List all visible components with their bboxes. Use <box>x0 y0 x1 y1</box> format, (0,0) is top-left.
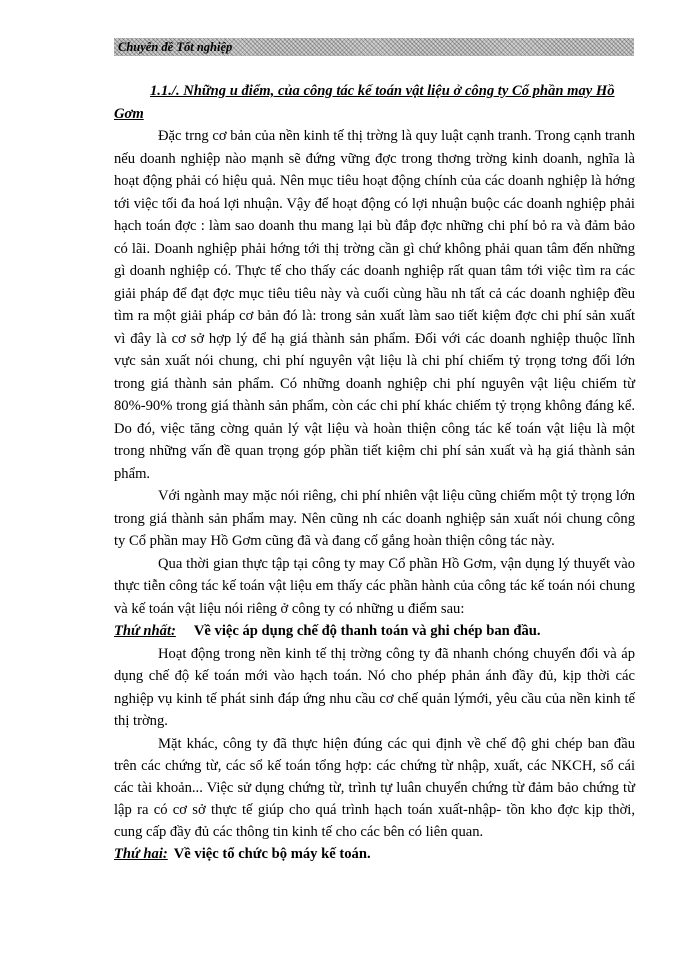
subhead-second-text: Về việc tổ chức bộ máy kế toán. <box>173 845 371 862</box>
subhead-first <box>114 620 635 643</box>
paragraph-5: Mặt khác, công ty đã thực hiện đúng các qui định về chế độ ghi chép ban đầu trên các chứng từ, các sổ kế toán tổng hợp: các chứng từ nhập, xuất, các NKCH, sổ cái các tài khoản... Việc sử dụng chứng từ, trình tự luân chuyển chứng từ đảm bảo chứng từ lập ra có cơ sở thực tế giúp cho quá trình hạch toán xuất-nhập- tồn kho đợc kịp thời, cung cấp đầy đủ các thông tin kinh tế cho các bên có liên quan. <box>114 735 635 840</box>
subhead-first-text: Về việc áp dụng chế độ thanh toán và ghi chép ban đầu. <box>193 623 541 639</box>
paragraph-3: Qua thời gian thực tập tại công ty may Cổ phần Hồ Gơm, vận dụng lý thuyết vào thực tiễn công tác kế toán vật liệu em thấy các phần hành của công tác kế toán nói chung và kế toán vật liệu nói riêng ở công ty có những u điểm sau: <box>114 555 635 617</box>
paragraph-2: Với ngành may mặc nói riêng, chi phí nhiên vật liệu cũng chiếm một tỷ trọng lớn trong giá thành sản phẩm may. Nên cũng nh các doanh nghiệp sản xuất nói chung công ty Cổ phần may Hồ Gơm cũng đã và đang cố gắng hoàn thiện công tác này. <box>114 488 635 549</box>
subhead-first-label: Thứ nhất: <box>114 623 176 639</box>
paragraph-4: Hoạt động trong nền kinh tế thị trờng công ty đã nhanh chóng chuyển đổi và áp dụng chế độ kế toán mới vào hạch toán. Nó cho phép phản ánh đầy đủ, kịp thời các nghiệp vụ kinh tế phát sinh đáp ứng nhu cầu cơ chế quản lýmới, yêu cầu của nền kinh tế thị trờng. <box>114 645 635 729</box>
header-title: Chuyên đề Tốt nghiệp <box>118 40 233 54</box>
document-body <box>114 80 635 865</box>
subhead-second <box>114 843 635 866</box>
paragraph-1: Đặc trng cơ bản của nền kinh tế thị trờng là quy luật cạnh tranh. Trong cạnh tranh nếu doanh nghiệp nào mạnh sẽ đứng vững đợc trong thơng trờng kinh doanh, nghĩa là hoạt động phải có hiệu quả. Nên mục tiêu hoạt động chính của các doanh nghiệp là hớng tới việc tối đa hoá lợi nhuận. Vậy để hoạt động có lợi nhuận buộc các doanh nghiệp phải hạch toán đợc : làm sao doanh thu mang lại bù đắp đợc những chi phí bỏ ra và đảm bảo có lãi. Doanh nghiệp phải hớng tới thị trờng cần gì chứ không phải quan tâm đến những gì doanh nghiệp có. Thực tế cho thấy các doanh nghiệp rất quan tâm tới việc tìm ra các giải pháp để đạt đợc mục tiêu tiêu này và cuối cùng hầu nh tất cả các doanh nghiệp đều tìm ra một giải pháp cơ bản đó là: trong sản xuất làm sao tiết kiệm đợc chi phí sản xuất vì đây là cơ sở hợp lý để hạ giá thành sản phẩm. Đối với các doanh nghiệp thuộc lĩnh vực sản xuất nói chung, chi phí nguyên vật liệu là chi phí chiếm tỷ trọng tơng đối lớn trong giá thành sản phẩm. Có những doanh nghiệp chi phí nguyên vật liệu chiếm từ 80%-90% trong giá thành sản phẩm, còn các chi phí khác chiếm tỷ trọng không đáng kể. Do đó, việc tăng cờng quản lý vật liệu và hoàn thiện công tác kế toán vật liệu là một trong những vấn đề quan trọng góp phần tiết kiệm chi phí sản xuất và hạ giá thành sản phẩm. <box>114 128 635 482</box>
section-title: 1.1./. Những u điểm, của công tác kế toán vật liệu ở công ty Cổ phần may Hồ Gơm <box>114 83 615 122</box>
subhead-second-label: Thứ hai: <box>114 845 168 862</box>
